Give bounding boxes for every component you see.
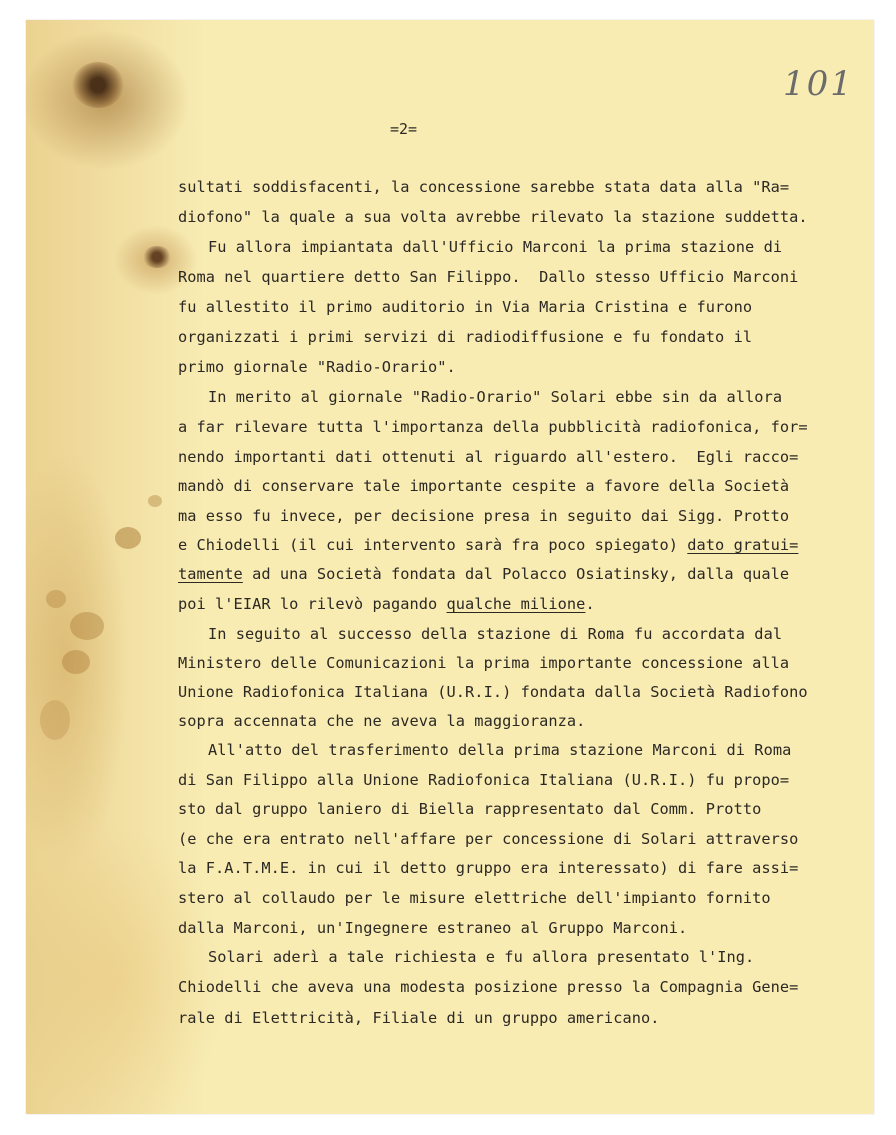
text-line [178,1008,660,1028]
text-line [178,535,798,555]
text-line [178,357,456,377]
text-segment: Chiodelli che aveva una modesta posizione presso la Compagnia Gene= [178,978,799,996]
text-line [208,237,782,257]
text-line [178,267,798,287]
underlined-text: qualche milione [446,595,586,613]
text-segment: . [585,595,595,613]
text-line [178,447,798,467]
text-line [178,682,808,702]
text-segment: Ministero delle Comunicazioni la prima importante concessione alla [178,654,790,672]
text-segment: Unione Radiofonica Italiana (U.R.I.) fondata dalla Società Radiofono [178,683,808,701]
text-line [178,594,595,614]
underlined-text: tamente [178,565,243,583]
text-segment: fu allestito il primo auditorio in Via Maria Cristina e furono [178,298,753,316]
text-line [178,564,789,584]
page-label: =2= [390,120,418,138]
text-segment: poi l'EIAR lo rilevò pagando [178,595,447,613]
text-line [178,476,789,496]
text-segment: organizzati i primi servizi di radiodiffusione e fu fondato il [178,328,753,346]
text-line [178,829,798,849]
text-line [178,297,752,317]
underlined-text: dato gratui= [687,536,799,554]
text-segment: rale di Elettricità, Filiale di un gruppo americano. [178,1009,660,1027]
text-segment: stero al collaudo per le misure elettriche dell'impianto fornito [178,889,771,907]
text-line [178,888,771,908]
text-segment: Solari aderì a tale richiesta e fu allora presentato l'Ing. [208,948,755,966]
text-line [178,207,808,227]
handwritten-page-number: 101 [783,64,854,104]
text-line [178,977,798,997]
text-line [178,799,761,819]
text-segment: nendo importanti dati ottenuti al riguardo all'estero. Egli racco= [178,448,799,466]
text-segment: In seguito al successo della stazione di Roma fu accordata dal [208,625,783,643]
text-segment: di San Filippo alla Unione Radiofonica Italiana (U.R.I.) fu propo= [178,771,790,789]
text-segment: ma esso fu invece, per decisione presa in seguito dai Sigg. Protto [178,507,790,525]
text-segment: la F.A.T.M.E. in cui il detto gruppo era interessato) di fare assi= [178,859,799,877]
text-segment: Fu allora impiantata dall'Ufficio Marconi la prima stazione di [208,238,783,256]
text-segment: a far rilevare tutta l'importanza della pubblicità radiofonica, for= [178,418,808,436]
text-segment: Roma nel quartiere detto San Filippo. Dallo stesso Ufficio Marconi [178,268,799,286]
text-segment: (e che era entrato nell'affare per concessione di Solari attraverso [178,830,799,848]
text-segment: primo giornale "Radio-Orario". [178,358,456,376]
text-line [178,770,789,790]
text-line [208,947,754,967]
text-segment: In merito al giornale "Radio-Orario" Solari ebbe sin da allora [208,388,783,406]
text-line [178,327,752,347]
text-line [178,711,585,731]
text-segment: ad una Società fondata dal Polacco Osiatinsky, dalla quale [242,565,790,583]
text-line [178,417,808,437]
text-segment: mandò di conservare tale importante cespite a favore della Società [178,477,790,495]
text-line [208,387,782,407]
text-line [178,177,789,197]
text-line [178,653,789,673]
text-segment: All'atto del trasferimento della prima stazione Marconi di Roma [208,741,792,759]
text-segment: sto dal gruppo laniero di Biella rappresentato dal Comm. Protto [178,800,762,818]
text-segment: dalla Marconi, un'Ingegnere estraneo al Gruppo Marconi. [178,919,688,937]
text-line [178,858,798,878]
text-line [208,740,791,760]
text-segment: diofono" la quale a sua volta avrebbe rilevato la stazione suddetta. [178,208,808,226]
text-line [178,506,789,526]
text-line [208,624,782,644]
text-segment: sopra accennata che ne aveva la maggioranza. [178,712,586,730]
text-segment: e Chiodelli (il cui intervento sarà fra poco spiegato) [178,536,688,554]
text-line [178,918,687,938]
text-segment: sultati soddisfacenti, la concessione sarebbe stata data alla "Ra= [178,178,790,196]
